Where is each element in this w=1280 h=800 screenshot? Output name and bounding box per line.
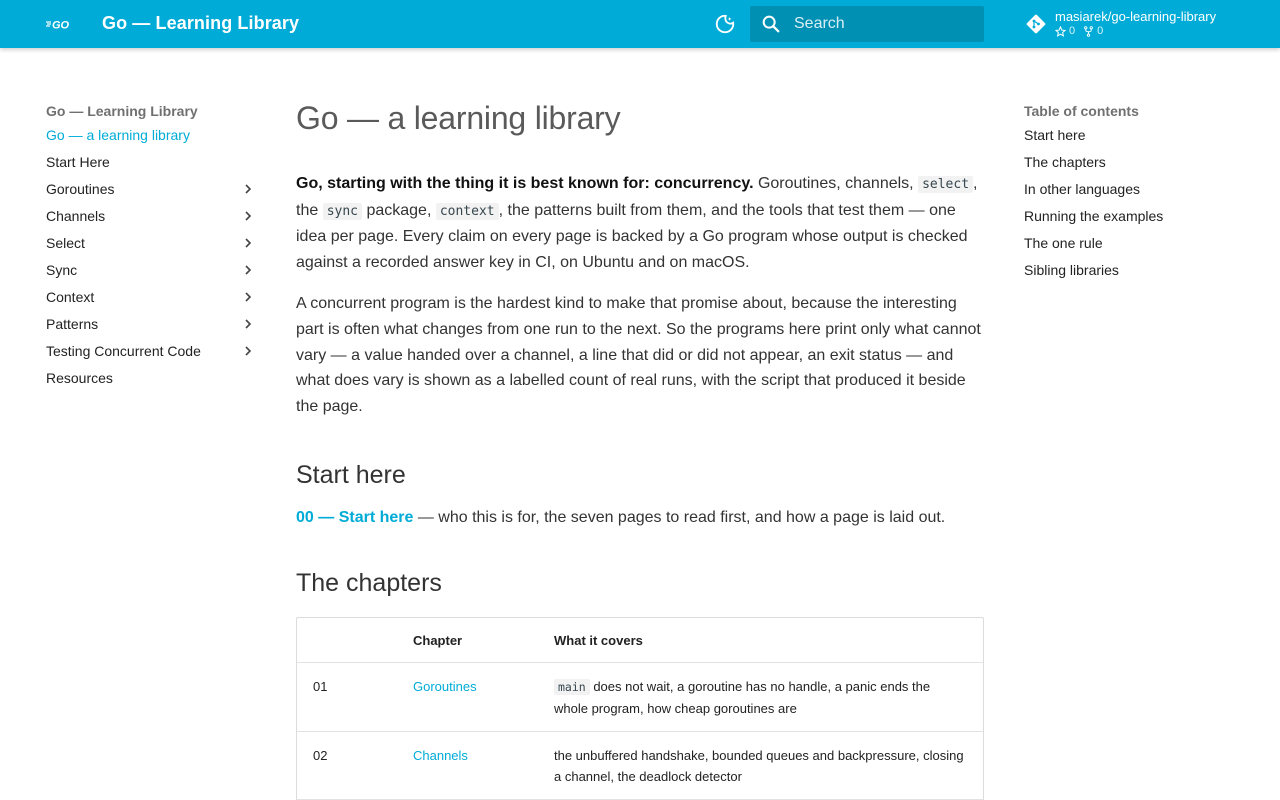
chapter-description: the unbuffered handshake, bounded queues and backpressure, closing a channel, the deadlock detector	[538, 732, 983, 800]
intro-text: package,	[362, 201, 436, 219]
star-icon	[1055, 26, 1066, 37]
go-logo-icon[interactable]	[46, 12, 72, 36]
nav-item-label: Patterns	[46, 316, 99, 332]
nav-item-label: Channels	[46, 208, 106, 224]
start-here-paragraph	[296, 505, 984, 531]
chapter-number: 02	[297, 732, 397, 800]
toc-item-start-here[interactable]: Start here	[1024, 127, 1086, 143]
code-select: select	[918, 176, 973, 193]
chapters-table	[296, 617, 984, 800]
description-text: does not wait, a goroutine has no handle, a panic ends the whole program, how cheap goroutines are	[554, 679, 931, 717]
nav-item-label: Testing Concurrent Code	[46, 343, 201, 359]
toc-item-sibling-libraries[interactable]: Sibling libraries	[1024, 262, 1119, 278]
nav-item-label: Goroutines	[46, 181, 115, 197]
chevron-right-icon	[242, 345, 254, 357]
nav-item-home[interactable]: Go — a learning library	[46, 127, 190, 143]
nav-title: Go — Learning Library	[46, 103, 198, 119]
git-icon	[1024, 12, 1048, 36]
search-box[interactable]	[750, 6, 984, 42]
heading-start-here: Start here	[296, 461, 406, 490]
repo-stars	[1055, 25, 1075, 37]
intro-lead: Go, starting with the thing it is best known for: concurrency.	[296, 175, 754, 192]
stars-count: 0	[1069, 25, 1076, 37]
search-input[interactable]	[794, 6, 978, 42]
nav-item-goroutines[interactable]	[46, 176, 260, 203]
svg-text:GO: GO	[52, 19, 70, 30]
toc-title: Table of contents	[1024, 103, 1139, 119]
start-here-text: — who this is for, the seven pages to read first, and how a page is laid out.	[413, 509, 946, 527]
search-icon	[760, 13, 782, 35]
toc-item-other-languages[interactable]: In other languages	[1024, 181, 1140, 197]
nav-item-start-here[interactable]: Start Here	[46, 154, 110, 170]
nav-item-context[interactable]	[46, 284, 260, 311]
code-main: main	[554, 679, 590, 695]
start-here-link[interactable]: 00 — Start here	[296, 509, 414, 527]
nav-item-select[interactable]	[46, 230, 260, 257]
repo-forks	[1083, 25, 1103, 37]
site-title[interactable]: Go — Learning Library	[102, 13, 300, 33]
chapter-cell	[397, 732, 538, 800]
chapter-link-goroutines[interactable]: Goroutines	[413, 679, 477, 695]
code-context: context	[436, 203, 499, 220]
chevron-right-icon	[242, 264, 254, 276]
nav-item-patterns[interactable]	[46, 311, 260, 338]
column-header-covers: What it covers	[554, 632, 643, 648]
chevron-right-icon	[242, 210, 254, 222]
page-title: Go — a learning library	[296, 100, 621, 136]
fork-icon	[1083, 26, 1094, 37]
heading-chapters: The chapters	[296, 568, 442, 597]
repo-name: masiarek/go-learning-library	[1055, 9, 1217, 24]
table-row	[297, 732, 983, 800]
intro-text: , the patterns built from them, and the tools that test them — one idea per page. Every claim on every page is backed by a Go program whose output is checked against a recorded answer key in CI, on Ubuntu and on macOS.	[296, 201, 968, 271]
chapter-number: 01	[297, 663, 397, 732]
second-paragraph: A concurrent program is the hardest kind to make that promise about, because the interesting part is often what changes from one run to the next. So the programs here print only what cannot vary — a value handed over a channel, a line that did or did not appear, an exit status — and what does vary is shown as a labelled count of real runs, with the script that produced it beside the page.	[296, 295, 981, 415]
intro-paragraph	[296, 171, 984, 275]
main-content	[296, 96, 984, 800]
intro-text: Goroutines, channels,	[753, 175, 919, 192]
repository-link[interactable]	[1024, 9, 1264, 41]
chapter-cell	[397, 663, 538, 732]
dark-mode-toggle-icon[interactable]	[712, 11, 738, 37]
nav-item-label: Select	[46, 235, 85, 251]
top-bar	[0, 0, 1280, 48]
table-of-contents	[1024, 100, 1244, 284]
primary-navigation	[46, 100, 260, 392]
forks-count: 0	[1097, 25, 1104, 37]
table-row	[297, 663, 983, 732]
column-header-chapter: Chapter	[413, 632, 463, 648]
toc-item-one-rule[interactable]: The one rule	[1024, 235, 1103, 251]
toc-item-running-examples[interactable]: Running the examples	[1024, 208, 1164, 224]
nav-item-label: Context	[46, 289, 95, 305]
nav-item-channels[interactable]	[46, 203, 260, 230]
chevron-right-icon	[242, 291, 254, 303]
toc-item-chapters[interactable]: The chapters	[1024, 154, 1106, 170]
table-header-row	[297, 618, 983, 663]
code-sync: sync	[323, 203, 362, 220]
chevron-right-icon	[242, 318, 254, 330]
chapter-description	[538, 663, 983, 732]
chevron-right-icon	[242, 183, 254, 195]
repo-facts	[1055, 25, 1103, 37]
nav-item-resources[interactable]: Resources	[46, 370, 113, 386]
chevron-right-icon	[242, 237, 254, 249]
nav-item-sync[interactable]	[46, 257, 260, 284]
intro-text: , the	[296, 175, 978, 219]
nav-item-testing[interactable]	[46, 338, 260, 365]
nav-item-label: Sync	[46, 262, 78, 278]
chapter-link-channels[interactable]: Channels	[413, 748, 468, 764]
column-header	[297, 618, 397, 663]
